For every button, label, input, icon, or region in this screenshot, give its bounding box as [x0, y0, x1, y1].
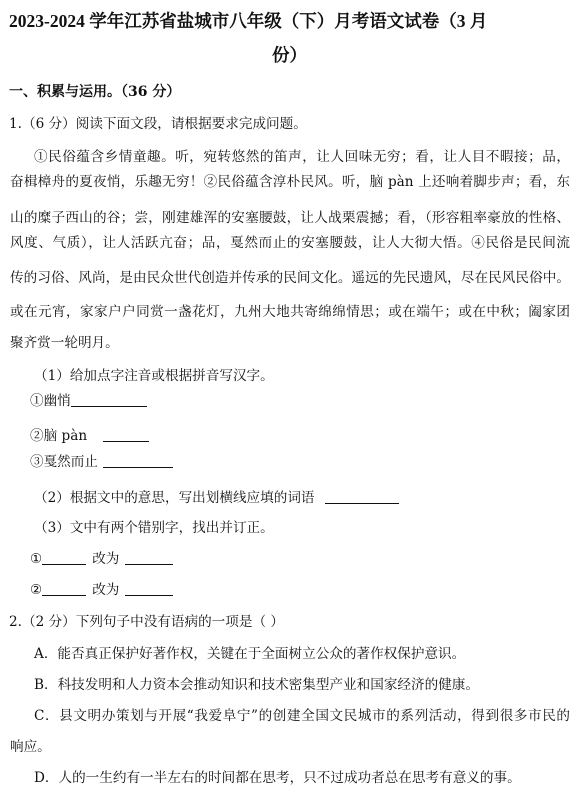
passage-line-4: 风度、气质），让人活跃亢奋；品，戛然而止的安塞腰鼓，让人大彻大悟。④民俗是民间流 [10, 235, 570, 251]
answer-blank[interactable] [125, 581, 173, 596]
section-heading: 一、积累与运用。（36 分） [9, 84, 181, 100]
sub-question-2-prompt: （2）根据文中的意思，写出划横线应填的词语 [34, 490, 315, 506]
sub1-item-2 [30, 426, 149, 446]
sub-question-3-prompt: （3）文中有两个错别字，找出并订正。 [34, 520, 274, 536]
option-c[interactable]: C．县文明办策划与开展“我爱阜宁”的创建全国文民城市的系列活动，得到很多市民的 [34, 708, 570, 724]
sub1-item-2-label: ②脑 pàn [30, 428, 88, 444]
exam-title-line-1: 2023-2024 学年江苏省盐城市八年级（下）月考语文试卷（3 月 [9, 11, 488, 31]
sub-question-1-prompt: （1）给加点字注音或根据拼音写汉字。 [34, 368, 274, 384]
question-2-stem: 2.（2 分）下列句子中没有语病的一项是（ ） [9, 614, 284, 630]
answer-blank[interactable] [42, 581, 86, 596]
sub1-item-3-label: ③戛然而止 [30, 454, 98, 470]
passage-line-7: 聚齐赏一轮明月。 [10, 335, 119, 351]
correction-row-1 [30, 549, 173, 569]
correction-row-1-label: 改为 [92, 551, 120, 567]
answer-blank[interactable] [71, 392, 147, 407]
correction-row-2 [30, 580, 173, 600]
exam-title-line-2: 份） [272, 45, 307, 65]
passage-line-3: 山的糜子西山的谷；尝，刚建雄浑的安塞腰鼓，让人战栗震撼；看，（形容粗率豪放的性格、 [10, 210, 570, 226]
correction-row-2-label: 改为 [92, 582, 120, 598]
passage-line-1: ①民俗蕴含乡情童趣。听，宛转悠然的笛声，让人回味无穷；看，让人目不暇接；品， [34, 149, 570, 165]
answer-blank[interactable] [103, 453, 173, 468]
option-d[interactable]: D．人的一生约有一半左右的时间都在思考，只不过成功者总在思考有意义的事。 [34, 770, 521, 786]
sub1-item-1 [30, 391, 147, 411]
passage-line-2: 奋楫樟舟的夏夜悄，乐趣无穷！②民俗蕴含淳朴民风。听，脑 pàn 上还响着脚步声；看，东 [10, 174, 570, 190]
passage-line-5: 传的习俗、风尚，是由民众世代创造并传承的民间文化。遥远的先民遗风，尽在民风民俗中。 [10, 270, 570, 286]
answer-blank[interactable] [125, 550, 173, 565]
sub1-item-1-label: ①幽悄 [30, 393, 71, 409]
correction-row-2-num: ② [30, 582, 43, 598]
option-c-continued: 响应。 [10, 739, 51, 755]
correction-row-1-num: ① [30, 551, 43, 567]
option-b[interactable]: B．科技发明和人力资本会推动知识和技术密集型产业和国家经济的健康。 [34, 677, 479, 693]
option-a[interactable]: A．能否真正保护好著作权，关键在于全面树立公众的著作权保护意识。 [34, 646, 466, 662]
answer-blank[interactable] [42, 550, 86, 565]
answer-blank[interactable] [103, 427, 149, 442]
sub-question-2 [34, 488, 399, 508]
question-1-stem: 1.（6 分）阅读下面文段，请根据要求完成问题。 [9, 116, 307, 132]
passage-line-6: 或在元宵，家家户户同赏一盏花灯，九州大地共寄绵绵情思；或在端午；或在中秋；阖家团 [10, 304, 570, 320]
sub1-item-3 [30, 452, 173, 472]
answer-blank[interactable] [325, 489, 399, 504]
